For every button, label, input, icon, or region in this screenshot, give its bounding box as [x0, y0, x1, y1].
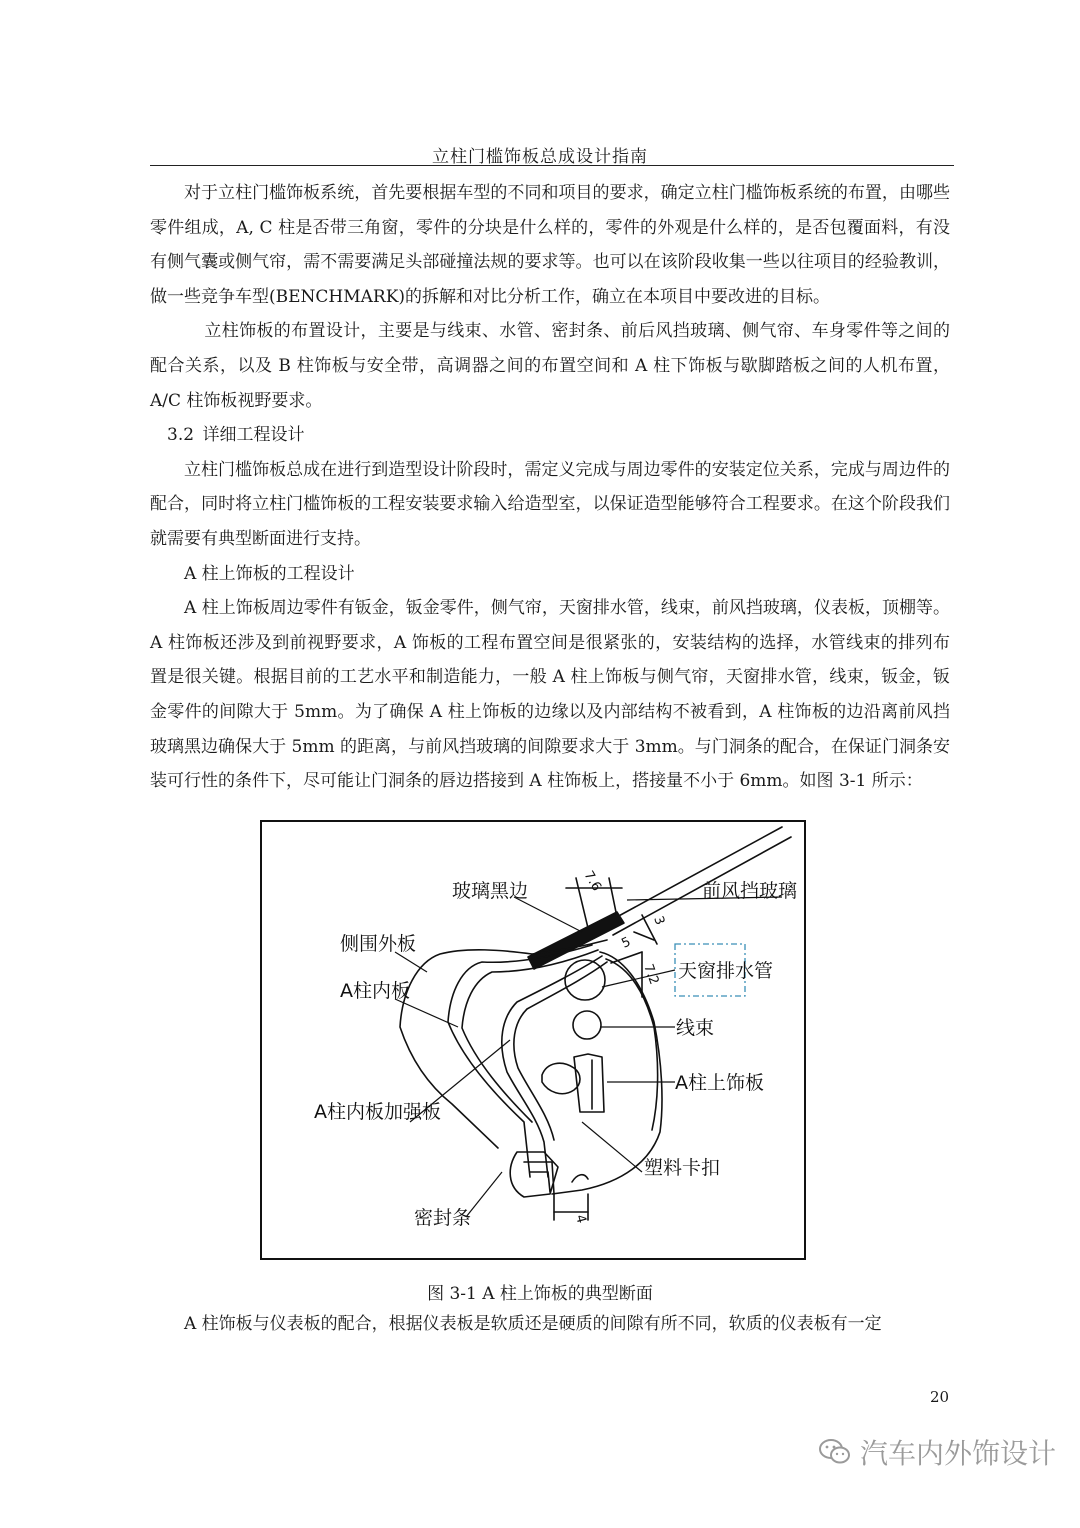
wechat-icon: [818, 1437, 852, 1467]
label-seal-strip: 密封条: [414, 1207, 472, 1229]
paragraph-subsection: A 柱上饰板周边零件有钣金，钣金零件，侧气帘，天窗排水管，线束，前风挡玻璃，仪表板，顶棚等。A 柱饰板还涉及到前视野要求，A 饰板的工程布置空间是很紧张的，安装结构的选择，水管线束的排列布置是很关键。根据目前的工艺水平和制造能力，一般 A 柱上饰板与侧气帘，天窗排水管，线束，钣金，钣金零件的间隙大于 5mm。为了确保 A 柱上饰板的边缘以及内部结构不被看到，A 柱饰板的边沿离前风挡玻璃黑边确保大于 5mm 的距离，与前风挡玻璃的间隙要求大于 3mm。与门洞条的配合，在保证门洞条安装可行性的条件下，尽可能让门洞条的唇边搭接到 A 柱饰板上，搭接量不小于 6mm。如图 3-1 所示：: [150, 598, 950, 792]
paragraph-section: 立柱门槛饰板总成在进行到造型设计阶段时，需定义完成与周边零件的安装定位关系，完成与周边件的配合，同时将立柱门槛饰板的工程安装要求输入给造型室，以保证造型能够符合工程要求。在这个阶段我们就需要有典型断面进行支持。: [150, 459, 950, 549]
dim-4: 4: [572, 1213, 589, 1226]
dim-5: 5: [619, 934, 634, 952]
figure-drawing: [262, 822, 808, 1262]
header-rule: [150, 165, 954, 166]
dim-7-6: 7.6: [580, 868, 604, 894]
label-front-windshield: 前风挡玻璃: [702, 880, 798, 902]
page-header-title: 立柱门槛饰板总成设计指南: [432, 147, 648, 167]
figure-caption: 图 3-1 A 柱上饰板的典型断面: [427, 1284, 653, 1304]
label-glass-black-edge: 玻璃黑边: [452, 880, 529, 902]
watermark: [818, 1432, 1056, 1472]
paragraph-intro: 对于立柱门槛饰板系统，首先要根据车型的不同和项目的要求，确定立柱门槛饰板系统的布置，由哪些零件组成，A, C 柱是否带三角窗，零件的分块是什么样的，零件的外观是什么样的，是否包覆面料，有没有侧气囊或侧气帘，需不需要满足头部碰撞法规的要求等。也可以在该阶段收集一些以往项目的经验教训，做一些竞争车型(BENCHMARK)的拆解和对比分析工作，确立在本项目中要改进的目标。: [150, 183, 950, 307]
dim-3: 3: [650, 914, 668, 928]
paragraph-continued: [150, 1307, 950, 1341]
page-number: 20: [930, 1388, 950, 1406]
subsection-heading: A 柱上饰板的工程设计: [184, 563, 355, 584]
label-plastic-clip: 塑料卡扣: [644, 1157, 721, 1179]
label-side-outer-panel: 侧围外板: [340, 933, 417, 955]
label-a-pillar-inner-reinforcement: A柱内板加强板: [314, 1101, 441, 1123]
watermark-text: 汽车内外饰设计: [860, 1437, 1057, 1470]
document-body: [150, 176, 950, 799]
label-a-pillar-inner: A柱内板: [340, 980, 410, 1002]
section-number: 3.2: [167, 425, 195, 446]
section-heading: [150, 418, 950, 453]
label-wire-harness: 线束: [676, 1017, 715, 1039]
dim-7-2: 7.2: [640, 962, 662, 987]
figure-a-pillar-section: [260, 820, 806, 1260]
paragraph-after-figure: A 柱饰板与仪表板的配合，根据仪表板是软质还是硬质的间隙有所不同，软质的仪表板有一定: [184, 1314, 882, 1334]
label-a-pillar-upper-trim: A柱上饰板: [675, 1072, 764, 1094]
section-title: 详细工程设计: [202, 425, 305, 446]
label-sunroof-drain: 天窗排水管: [678, 960, 774, 982]
paragraph-layout: 立柱饰板的布置设计，主要是与线束、水管、密封条、前后风挡玻璃、侧气帘、车身零件等之间的配合关系，以及 B 柱饰板与安全带，高调器之间的布置空间和 A 柱下饰板与歇脚踏板之间的人机布置，A/C 柱饰板视野要求。: [150, 321, 950, 411]
